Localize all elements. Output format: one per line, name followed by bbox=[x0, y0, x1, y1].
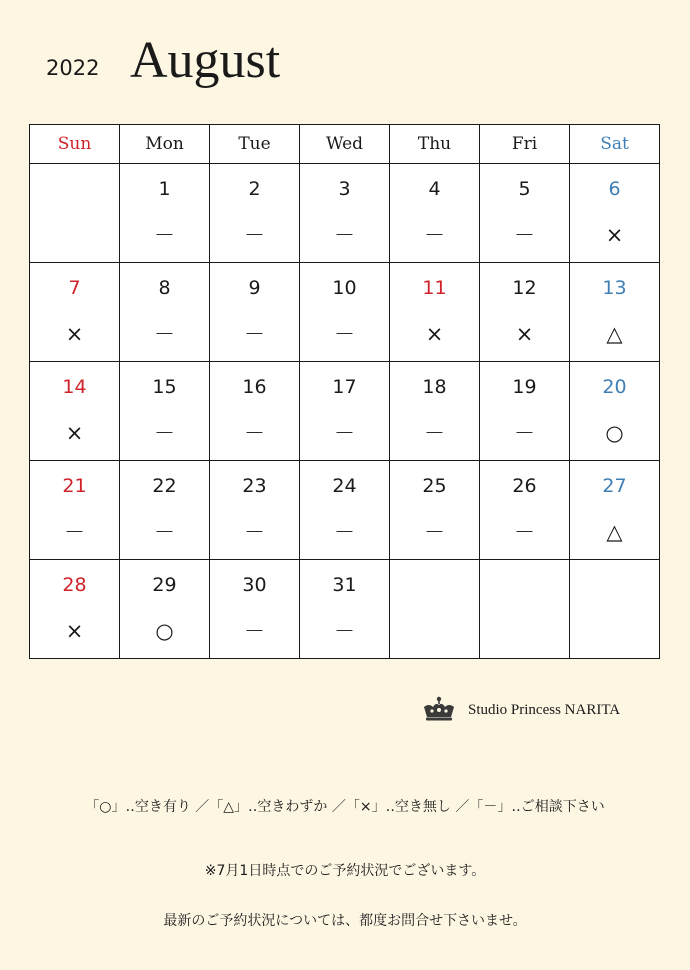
availability-mark: － bbox=[154, 421, 175, 445]
studio-brand bbox=[420, 694, 620, 726]
day-number: 26 bbox=[512, 475, 537, 497]
day-number: 3 bbox=[338, 178, 351, 200]
day-cell-17 bbox=[300, 362, 390, 461]
crown-icon bbox=[420, 695, 458, 725]
availability-mark: × bbox=[425, 322, 444, 346]
day-number: 14 bbox=[62, 376, 87, 398]
availability-mark: ○ bbox=[605, 421, 624, 445]
day-number: 10 bbox=[332, 277, 357, 299]
day-cell-2 bbox=[210, 164, 300, 263]
day-cell-13 bbox=[570, 263, 660, 362]
weekday-fri: Fri bbox=[480, 125, 570, 164]
day-cell-4 bbox=[390, 164, 480, 263]
calendar-grid bbox=[29, 124, 660, 659]
day-cell-25 bbox=[390, 461, 480, 560]
availability-mark: － bbox=[244, 421, 265, 445]
weekday-mon: Mon bbox=[120, 125, 210, 164]
availability-mark: － bbox=[334, 223, 355, 247]
day-cell-27 bbox=[570, 461, 660, 560]
day-number: 5 bbox=[518, 178, 531, 200]
day-cell-1 bbox=[120, 164, 210, 263]
availability-mark: － bbox=[244, 223, 265, 247]
day-cell-31 bbox=[300, 560, 390, 659]
availability-mark: － bbox=[334, 322, 355, 346]
day-cell-26 bbox=[480, 461, 570, 560]
day-cell-9 bbox=[210, 263, 300, 362]
availability-mark: － bbox=[514, 421, 535, 445]
week-row bbox=[30, 461, 660, 560]
day-number: 8 bbox=[158, 277, 171, 299]
availability-mark: × bbox=[65, 421, 84, 445]
day-number: 1 bbox=[158, 178, 171, 200]
availability-mark: － bbox=[424, 520, 445, 544]
day-cell-5 bbox=[480, 164, 570, 263]
day-cell-12 bbox=[480, 263, 570, 362]
day-number: 4 bbox=[428, 178, 441, 200]
day-cell-24 bbox=[300, 461, 390, 560]
availability-mark: － bbox=[244, 619, 265, 643]
day-cell-19 bbox=[480, 362, 570, 461]
day-cell-20 bbox=[570, 362, 660, 461]
empty-cell bbox=[30, 164, 120, 263]
day-number: 7 bbox=[68, 277, 81, 299]
day-number: 31 bbox=[332, 574, 357, 596]
day-number: 30 bbox=[242, 574, 267, 596]
day-number: 20 bbox=[602, 376, 627, 398]
week-row bbox=[30, 362, 660, 461]
day-cell-15 bbox=[120, 362, 210, 461]
availability-mark: － bbox=[154, 520, 175, 544]
availability-mark: × bbox=[65, 322, 84, 346]
availability-mark: － bbox=[424, 223, 445, 247]
availability-mark: － bbox=[244, 322, 265, 346]
day-number: 15 bbox=[152, 376, 177, 398]
availability-mark: － bbox=[334, 421, 355, 445]
studio-name: Studio Princess NARITA bbox=[468, 701, 621, 718]
availability-mark: × bbox=[605, 223, 624, 247]
day-number: 24 bbox=[332, 475, 357, 497]
day-cell-8 bbox=[120, 263, 210, 362]
weekday-sat: Sat bbox=[570, 125, 660, 164]
day-cell-16 bbox=[210, 362, 300, 461]
day-cell-21 bbox=[30, 461, 120, 560]
availability-mark: － bbox=[64, 520, 85, 544]
availability-mark: － bbox=[334, 520, 355, 544]
week-row bbox=[30, 164, 660, 263]
day-number: 19 bbox=[512, 376, 537, 398]
empty-cell bbox=[570, 560, 660, 659]
week-row bbox=[30, 263, 660, 362]
month-label: August bbox=[130, 32, 281, 89]
availability-mark: △ bbox=[606, 322, 623, 346]
availability-mark: ○ bbox=[155, 619, 174, 643]
availability-mark: － bbox=[244, 520, 265, 544]
day-number: 16 bbox=[242, 376, 267, 398]
day-cell-29 bbox=[120, 560, 210, 659]
day-number: 12 bbox=[512, 277, 537, 299]
weekday-sun: Sun bbox=[30, 125, 120, 164]
day-cell-7 bbox=[30, 263, 120, 362]
availability-mark: － bbox=[334, 619, 355, 643]
availability-mark: × bbox=[65, 619, 84, 643]
day-cell-23 bbox=[210, 461, 300, 560]
day-number: 2 bbox=[248, 178, 261, 200]
day-cell-28 bbox=[30, 560, 120, 659]
weekday-header-row bbox=[30, 125, 660, 164]
weekday-tue: Tue bbox=[210, 125, 300, 164]
day-number: 29 bbox=[152, 574, 177, 596]
day-cell-3 bbox=[300, 164, 390, 263]
day-cell-22 bbox=[120, 461, 210, 560]
empty-cell bbox=[480, 560, 570, 659]
availability-mark: － bbox=[154, 223, 175, 247]
day-number: 6 bbox=[608, 178, 621, 200]
availability-mark: － bbox=[514, 223, 535, 247]
availability-mark: － bbox=[424, 421, 445, 445]
day-cell-11 bbox=[390, 263, 480, 362]
availability-mark: × bbox=[515, 322, 534, 346]
day-number: 25 bbox=[422, 475, 447, 497]
day-number: 13 bbox=[602, 277, 627, 299]
empty-cell bbox=[390, 560, 480, 659]
day-cell-10 bbox=[300, 263, 390, 362]
availability-mark: － bbox=[514, 520, 535, 544]
day-cell-6 bbox=[570, 164, 660, 263]
availability-mark: － bbox=[154, 322, 175, 346]
weekday-wed: Wed bbox=[300, 125, 390, 164]
day-number: 11 bbox=[422, 277, 447, 299]
day-number: 28 bbox=[62, 574, 87, 596]
day-number: 27 bbox=[602, 475, 627, 497]
day-number: 17 bbox=[332, 376, 357, 398]
weekday-thu: Thu bbox=[390, 125, 480, 164]
day-number: 18 bbox=[422, 376, 447, 398]
day-cell-14 bbox=[30, 362, 120, 461]
availability-mark: △ bbox=[606, 520, 623, 544]
day-number: 21 bbox=[62, 475, 87, 497]
day-number: 9 bbox=[248, 277, 261, 299]
as-of-note: ※7月1日時点でのご予約状況でございます。 bbox=[204, 863, 486, 879]
year-label: 2022 bbox=[46, 56, 100, 80]
day-cell-18 bbox=[390, 362, 480, 461]
week-row bbox=[30, 560, 660, 659]
availability-legend: 「○」‥空き有り ／「△」‥空きわずか ／「×」‥空き無し ／「－」‥ご相談下さい bbox=[85, 799, 605, 815]
latest-info-note: 最新のご予約状況については、都度お問合せ下さいませ。 bbox=[163, 913, 527, 929]
day-number: 23 bbox=[242, 475, 267, 497]
day-number: 22 bbox=[152, 475, 177, 497]
day-cell-30 bbox=[210, 560, 300, 659]
